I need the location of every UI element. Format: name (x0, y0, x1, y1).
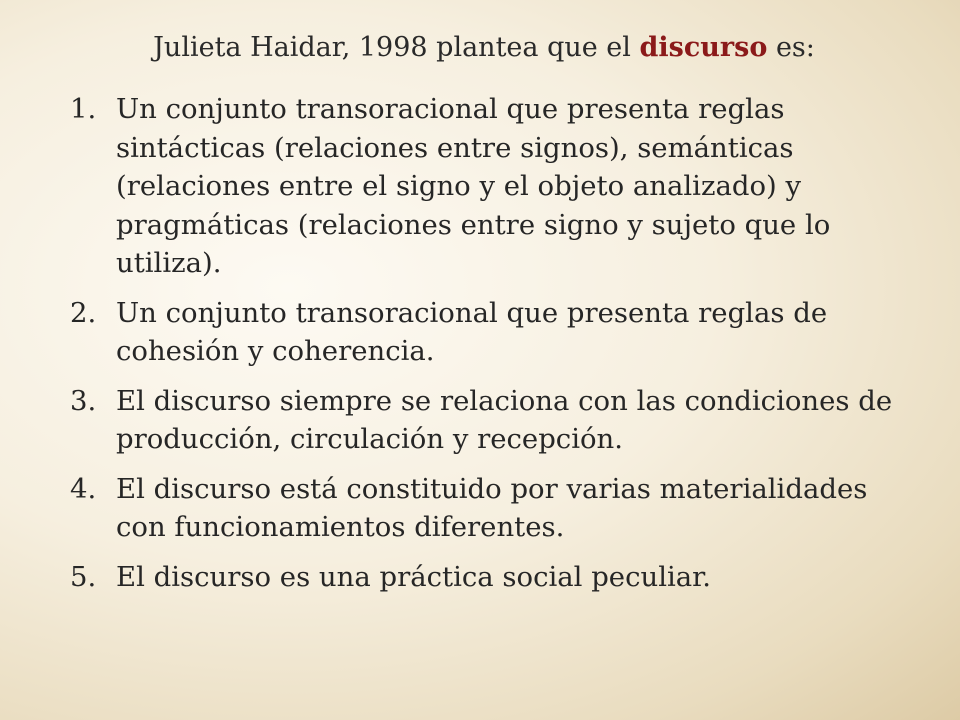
list-item-number: 1. (70, 93, 97, 125)
list-item-number: 3. (70, 384, 97, 417)
list-item-text: Un conjunto transoracional que presenta reglas sintácticas (relaciones entre signos), semánticas (relaciones entre el signo y el objeto analizado) y pragmáticas (relaciones entre signo y sujeto que lo utiliza). (116, 93, 831, 279)
list-item (0, 294, 960, 371)
slide-title (0, 30, 960, 66)
list-item-text: El discurso siempre se relaciona con las condiciones de producción, circulación y recepción. (116, 384, 893, 455)
title-suffix: es: (767, 32, 815, 63)
list-item-number: 2. (70, 296, 97, 329)
list-item (0, 90, 960, 283)
title-prefix: Julieta Haidar, 1998 plantea que el (153, 32, 640, 63)
list-item (0, 382, 960, 459)
definition-list (0, 90, 960, 607)
list-item-text: El discurso está constituido por varias materialidades con funcionamientos diferentes. (116, 472, 868, 543)
list-item-text: Un conjunto transoracional que presenta reglas de cohesión y coherencia. (116, 296, 828, 367)
list-item-number: 4. (70, 472, 97, 505)
title-emphasis: discurso (639, 32, 768, 63)
list-item-text: El discurso es una práctica social peculiar. (116, 560, 712, 593)
list-item (0, 470, 960, 547)
list-item-number: 5. (70, 560, 97, 593)
list-item (0, 558, 960, 597)
